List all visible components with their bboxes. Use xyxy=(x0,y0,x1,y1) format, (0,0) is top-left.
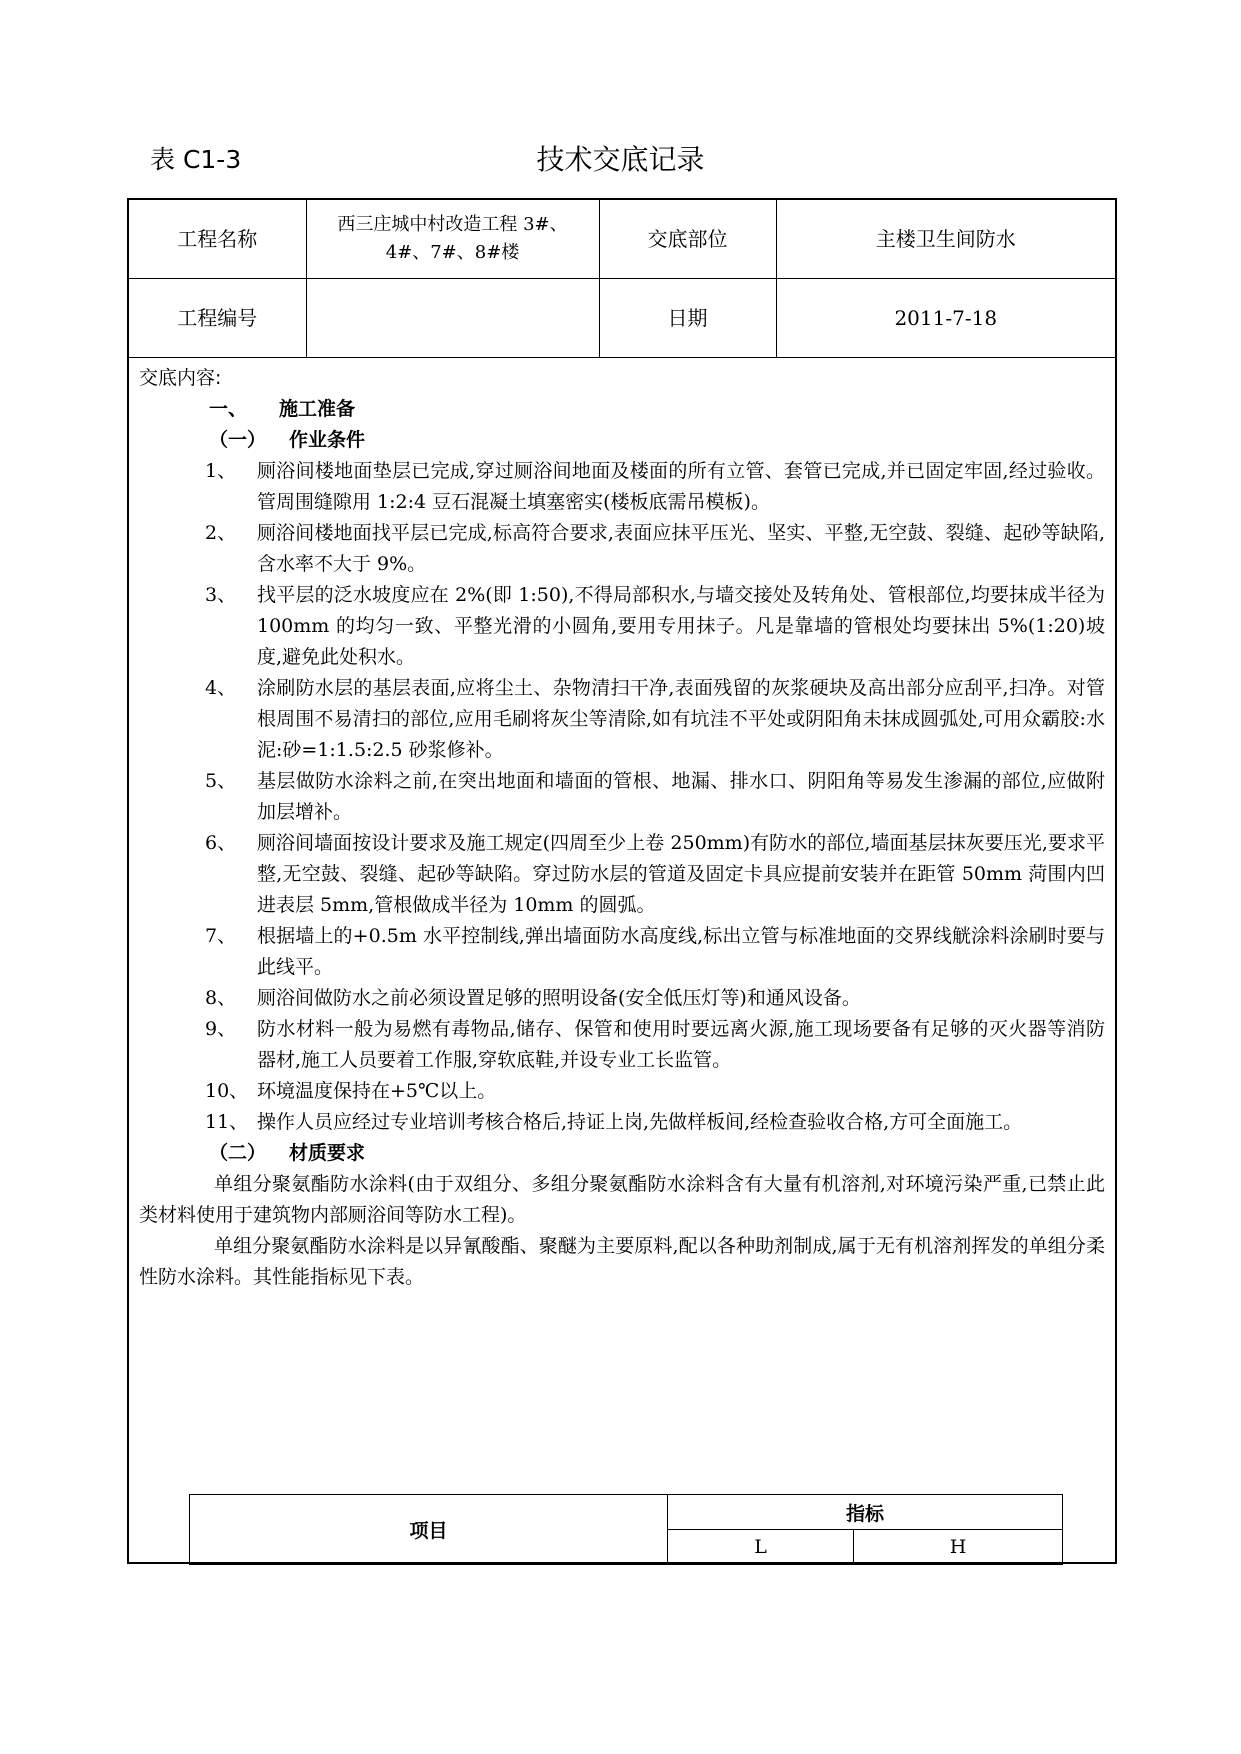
item-text: 找平层的泛水坡度应在 2%(即 1:50),不得局部积水,与墙交接处及转角处、管根部位,均要抹成半径为 100mm 的均匀一致、平整光滑的小圆角,要用专用抹子。凡是靠墙的管根处均要抹出 5%(1:20)坡度,避免此处积水。 xyxy=(257,584,1105,668)
item-number: 1、 xyxy=(205,460,237,482)
part-label: 交底部位 xyxy=(599,200,776,279)
spec-col-l: L xyxy=(668,1530,854,1565)
project-name-line2: 4#、7#、8#楼 xyxy=(385,242,520,263)
spec-index-header: 指标 xyxy=(668,1495,1063,1530)
item-text: 厕浴间楼地面垫层已完成,穿过厕浴间地面及楼面的所有立管、套管已完成,并已固定牢固,经过验收。管周围缝隙用 1:2:4 豆石混凝土填塞密实(楼板底需吊模板)。 xyxy=(257,460,1105,513)
item-text: 厕浴间做防水之前必须设置足够的照明设备(安全低压灯等)和通风设备。 xyxy=(257,987,861,1009)
item-number: 5、 xyxy=(205,770,237,792)
item-number: 2、 xyxy=(205,522,237,544)
item-text: 厕浴间楼地面找平层已完成,标高符合要求,表面应抹平压光、坚实、平整,无空鼓、裂缝、起砂等缺陷,含水率不大于 9%。 xyxy=(257,522,1105,575)
subsection-title: 材质要求 xyxy=(289,1142,366,1164)
item-number: 8、 xyxy=(205,987,237,1009)
project-name-label: 工程名称 xyxy=(129,200,306,279)
date-label: 日期 xyxy=(599,279,776,358)
spec-item-header: 项目 xyxy=(190,1495,668,1565)
condition-list xyxy=(139,456,1105,1138)
list-item xyxy=(139,580,1105,673)
list-item xyxy=(139,1107,1105,1138)
item-text: 环境温度保持在+5℃以上。 xyxy=(257,1080,497,1102)
project-name-value xyxy=(306,200,599,279)
document-title: 技术交底记录 xyxy=(536,143,705,176)
item-text: 厕浴间墙面按设计要求及施工规定(四周至少上卷 250mm)有防水的部位,墙面基层抹灰要压光,要求平整,无空鼓、裂缝、起砂等缺陷。穿过防水层的管道及固定卡具应提前安装并在距管 50mm 菏围内凹进表层 5mm,管根做成半径为 10mm 的圆弧。 xyxy=(257,832,1105,916)
item-number: 4、 xyxy=(205,677,237,699)
item-text: 根据墙上的+0.5m 水平控制线,弹出墙面防水高度线,标出立管与标准地面的交界线觥涂料涂刷时要与此线平。 xyxy=(257,925,1105,978)
list-item xyxy=(139,518,1105,580)
item-number: 9、 xyxy=(205,1018,237,1040)
spec-table xyxy=(189,1494,1063,1565)
item-number: 11、 xyxy=(205,1111,249,1133)
item-text: 涂刷防水层的基层表面,应将尘土、杂物清扫干净,表面残留的灰浆硬块及高出部分应刮平,扫净。对管根周围不易清扫的部位,应用毛刷将灰尘等清除,如有坑洼不平处或阴阳角未抹成圆弧处,可用众霸胶:水泥:砂=1:1.5:2.5 砂浆修补。 xyxy=(257,677,1105,761)
section-number: 一、 xyxy=(209,398,248,420)
content-body xyxy=(139,363,1105,1293)
item-text: 基层做防水涂料之前,在突出地面和墙面的管根、地漏、排水口、阴阳角等易发生渗漏的部位,应做附加层增补。 xyxy=(257,770,1105,823)
list-item xyxy=(139,673,1105,766)
item-text: 防水材料一般为易燃有毒物品,储存、保管和使用时要远离火源,施工现场要备有足够的灭火器等消防器材,施工人员要着工作服,穿软底鞋,并设专业工长监管。 xyxy=(257,1018,1105,1071)
list-item xyxy=(139,828,1105,921)
subsection-heading xyxy=(139,1138,1105,1169)
list-item xyxy=(139,921,1105,983)
list-item xyxy=(139,1014,1105,1076)
project-name-line1: 西三庄城中村改造工程 3#、 xyxy=(337,214,568,235)
form-code: 表 C1-3 xyxy=(150,145,242,174)
item-number: 7、 xyxy=(205,925,237,947)
item-number: 3、 xyxy=(205,584,237,606)
list-item xyxy=(139,766,1105,828)
section-heading xyxy=(139,394,1105,425)
section-title: 施工准备 xyxy=(279,398,356,420)
content-label: 交底内容: xyxy=(139,367,222,389)
date-value: 2011-7-18 xyxy=(776,279,1115,358)
project-no-value xyxy=(306,279,599,358)
spec-col-h: H xyxy=(854,1530,1063,1565)
material-paragraph: 单组分聚氨酯防水涂料(由于双组分、多组分聚氨酯防水涂料含有大量有机溶剂,对环境污染严重,已禁止此类材料使用于建筑物内部厕浴间等防水工程)。 xyxy=(139,1173,1105,1226)
header-table xyxy=(129,200,1115,358)
item-number: 10、 xyxy=(205,1080,249,1102)
subsection-number: （二） xyxy=(209,1142,267,1164)
record-frame xyxy=(127,198,1117,1564)
list-item xyxy=(139,456,1105,518)
part-value: 主楼卫生间防水 xyxy=(776,200,1115,279)
item-text: 操作人员应经过专业培训考核合格后,持证上岗,先做样板间,经检查验收合格,方可全面施工。 xyxy=(257,1111,1023,1133)
project-no-label: 工程编号 xyxy=(129,279,306,358)
subsection-title: 作业条件 xyxy=(289,429,366,451)
list-item xyxy=(139,1076,1105,1107)
item-number: 6、 xyxy=(205,832,237,854)
list-item xyxy=(139,983,1105,1014)
subsection-heading xyxy=(139,425,1105,456)
material-paragraph: 单组分聚氨酯防水涂料是以异氰酸酯、聚醚为主要原料,配以各种助剂制成,属于无有机溶剂挥发的单组分柔性防水涂料。其性能指标见下表。 xyxy=(139,1235,1105,1288)
subsection-number: （一） xyxy=(209,429,267,451)
